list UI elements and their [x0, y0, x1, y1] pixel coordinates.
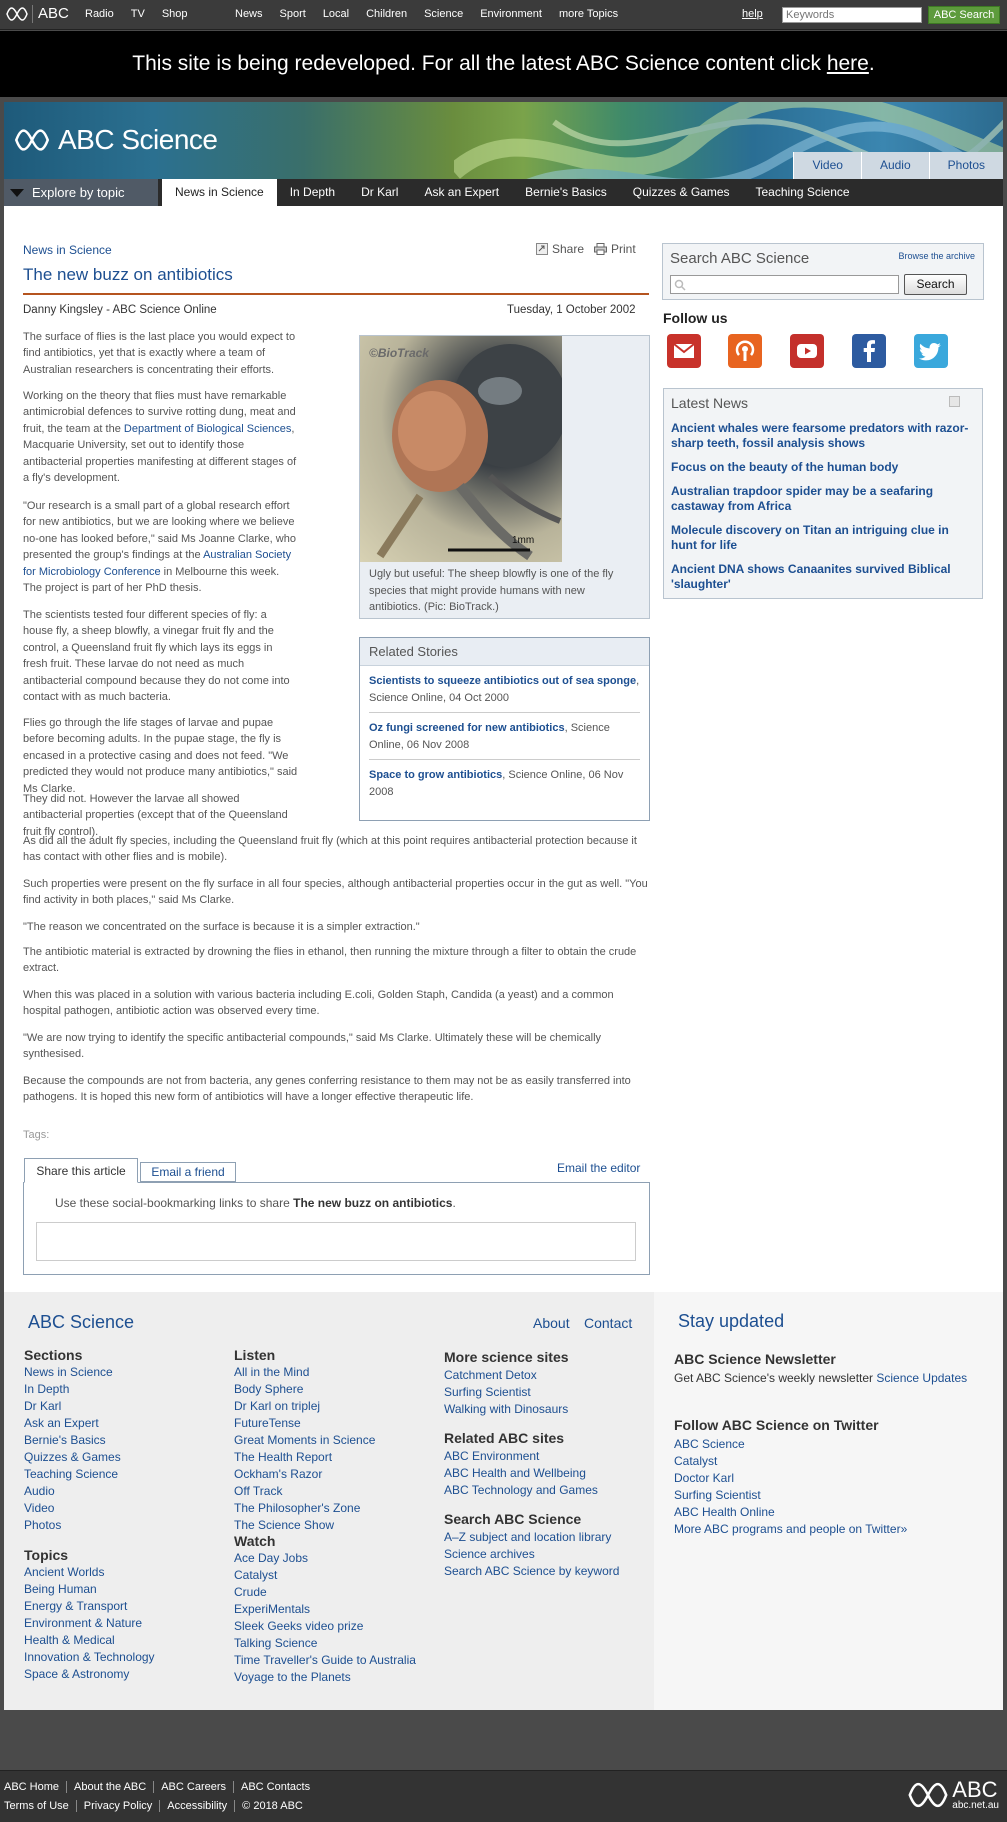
- footer-link[interactable]: In Depth: [24, 1382, 70, 1396]
- email-the-editor-link[interactable]: Email the editor: [557, 1161, 641, 1175]
- article-paragraph: They did not. However the larvae all showed antibacterial properties (except that of the Queensland fruit fly control).: [23, 793, 288, 838]
- abc-lissajous-icon: [6, 7, 28, 21]
- stay-updated-title: Stay updated: [678, 1311, 785, 1331]
- share-button[interactable]: [536, 242, 584, 256]
- global-link-science[interactable]: Science: [424, 8, 464, 20]
- bottom-link[interactable]: ABC Contacts: [233, 1781, 317, 1793]
- footer-title: ABC Science: [28, 1312, 135, 1332]
- global-link-more-topics[interactable]: more Topics: [558, 8, 619, 20]
- twitter-heading: Follow ABC Science on Twitter: [674, 1417, 879, 1433]
- footer-logo-text: ABC: [952, 1777, 998, 1802]
- footer-watch-list: [234, 1550, 416, 1686]
- footer-related-sites-list: [444, 1448, 598, 1499]
- media-tabs: [793, 152, 1003, 179]
- figure-caption: Ugly but useful: The sheep blowfly is one of the fly species that might provide humans with new antibiotics. (Pic: BioTrack.): [369, 568, 614, 613]
- footer-link[interactable]: Dr Karl on triplej: [234, 1399, 321, 1413]
- bottom-link[interactable]: Accessibility: [159, 1800, 234, 1812]
- nav-bernies-basics[interactable]: Bernie's Basics: [525, 185, 607, 199]
- twitter-list: [674, 1436, 907, 1538]
- footer-link[interactable]: Ace Day Jobs: [234, 1551, 309, 1565]
- page-container: [4, 102, 1003, 1292]
- footer-link[interactable]: ABC Technology and Games: [444, 1483, 598, 1497]
- footer-link[interactable]: Ockham's Razor: [234, 1467, 323, 1481]
- related-stories-heading: Related Stories: [360, 638, 649, 666]
- newsletter-heading: ABC Science Newsletter: [674, 1351, 836, 1367]
- tab-email-a-friend[interactable]: Email a friend: [140, 1162, 236, 1182]
- newsletter-envelope-icon[interactable]: [667, 334, 701, 368]
- article-paragraph: Because the compounds are not from bacteria, any genes conferring resistance to them may not be as easily transferred into pathogens. It is hoped this new form of antibiotics will have a longer effective therapeutic life.: [23, 1075, 631, 1104]
- print-label: Print: [611, 242, 636, 256]
- footer-link[interactable]: Time Traveller's Guide to Australia: [234, 1653, 416, 1667]
- global-search-button[interactable]: ABC Search: [928, 6, 1000, 24]
- footer-link[interactable]: Off Track: [234, 1484, 283, 1498]
- browse-archive-link[interactable]: Browse the archive: [898, 251, 975, 261]
- footer-domain: abc.net.au: [952, 1800, 999, 1811]
- footer-link[interactable]: ABC Environment: [444, 1449, 540, 1463]
- footer-more-sites-list: [444, 1367, 568, 1418]
- search-title: Search ABC Science: [670, 250, 810, 267]
- footer-link[interactable]: Great Moments in Science: [234, 1433, 376, 1447]
- bottom-link[interactable]: ABC Careers: [153, 1781, 233, 1793]
- notice-end: .: [868, 52, 875, 75]
- print-button[interactable]: [594, 242, 636, 256]
- latest-news-link[interactable]: Focus on the beauty of the human body: [671, 460, 899, 474]
- global-link-environment[interactable]: Environment: [480, 8, 542, 20]
- related-story-link[interactable]: Space to grow antibiotics: [369, 769, 503, 781]
- nav-dr-karl[interactable]: Dr Karl: [361, 185, 399, 199]
- related-story: Space to grow antibiotics, Science Online, 06 Nov 2008: [369, 769, 624, 798]
- blowfly-photo: [360, 336, 562, 562]
- footer-link[interactable]: ABC Health Online: [674, 1505, 775, 1519]
- footer-link[interactable]: Being Human: [24, 1582, 97, 1596]
- footer-link[interactable]: ExperiMentals: [234, 1602, 311, 1616]
- article-paragraph: The scientists tested four different species of fly: a house fly, a sheep blowfly, a vinegar fruit fly and the control, a Queensland fruit fly which lays its eggs in fresh fruit. These larvae do not need as much antibacterial compound because they do not come into contact with as much bacteria.: [23, 609, 290, 704]
- footer-link[interactable]: Search ABC Science by keyword: [444, 1564, 620, 1578]
- abc-lissajous-icon: [14, 129, 50, 151]
- blowfly-illustration: [360, 336, 562, 562]
- footer-link[interactable]: Audio: [24, 1484, 55, 1498]
- follow-us-heading: Follow us: [663, 310, 728, 326]
- footer-link[interactable]: Catalyst: [234, 1568, 278, 1582]
- footer-link[interactable]: ABC Health and Wellbeing: [444, 1466, 586, 1480]
- article-paragraph: Such properties were present on the fly surface in all four species, although antibacterial properties occur in the gut as well. "You find activity in both places," said Ms Clarke.: [23, 878, 648, 907]
- footer-link[interactable]: Surfing Scientist: [444, 1385, 531, 1399]
- latest-news-box: [663, 388, 983, 599]
- footer-more-sites-heading: More science sites: [444, 1349, 569, 1365]
- footer-link[interactable]: Talking Science: [234, 1636, 318, 1650]
- footer-link[interactable]: Ask an Expert: [24, 1416, 99, 1430]
- footer-listen-list: [234, 1364, 375, 1534]
- dept-biological-sciences-link[interactable]: Department of Biological Sciences: [123, 422, 292, 435]
- bottom-link[interactable]: Privacy Policy: [76, 1800, 159, 1812]
- global-link-sport[interactable]: Sport: [279, 8, 306, 20]
- footer-link[interactable]: ABC Science: [674, 1437, 745, 1451]
- footer-link[interactable]: Dr Karl: [24, 1399, 62, 1413]
- related-story-link[interactable]: Scientists to squeeze antibiotics out of sea sponge: [369, 675, 637, 687]
- global-links-left: [85, 8, 188, 20]
- title-divider: [23, 293, 649, 295]
- main-nav: [4, 179, 1003, 206]
- abc-footer-logo[interactable]: [908, 1779, 999, 1811]
- related-story: Scientists to squeeze antibiotics out of sea sponge, Science Online, 04 Oct 2000: [369, 666, 640, 713]
- copyright: © 2018 ABC: [234, 1800, 310, 1812]
- footer-link[interactable]: All in the Mind: [234, 1365, 310, 1379]
- abc-bottom-bar: [0, 1770, 1007, 1822]
- related-story: Oz fungi screened for new antibiotics, Science Online, 06 Nov 2008: [369, 713, 640, 760]
- footer-link[interactable]: Walking with Dinosaurs: [444, 1402, 569, 1416]
- footer-link[interactable]: Surfing Scientist: [674, 1488, 761, 1502]
- tab-video[interactable]: Video: [793, 152, 860, 179]
- share-icon: [536, 243, 548, 255]
- article-paragraph: "The reason we concentrated on the surface is because it is a simpler extraction.": [23, 921, 420, 933]
- bottom-link[interactable]: About the ABC: [66, 1781, 153, 1793]
- scale-bar-label: 1mm: [512, 535, 535, 546]
- footer-link[interactable]: The Philosopher's Zone: [234, 1501, 361, 1515]
- footer-link[interactable]: Innovation & Technology: [24, 1650, 155, 1664]
- related-story-link[interactable]: Oz fungi screened for new antibiotics: [369, 722, 565, 734]
- global-link-local[interactable]: Local: [322, 8, 350, 20]
- breadcrumb[interactable]: News in Science: [23, 243, 112, 257]
- nav-ask-an-expert[interactable]: Ask an Expert: [424, 185, 500, 199]
- nav-quizzes-games[interactable]: Quizzes & Games: [632, 185, 730, 199]
- facebook-icon[interactable]: [852, 334, 886, 368]
- footer-link[interactable]: Ancient Worlds: [24, 1565, 105, 1579]
- article-paragraph: Working on the theory that flies must have remarkable antimicrobial defences to survive rotting dung, meat and fruit, the team at the Department of Biological Sciences, Macquarie University, set out to identify those antibacterial properties manifesting at different stages of a fly's development.: [23, 390, 297, 485]
- article-byline: Danny Kingsley - ABC Science Online: [23, 304, 217, 316]
- article-paragraph: As did all the adult fly species, including the Queensland fruit fly (which at this point requires antibacterial protection because it has contact with other flies and is mobile).: [23, 835, 637, 864]
- newsletter-text: Get ABC Science's weekly newsletter Science Updates: [674, 1371, 968, 1385]
- notice-here-link[interactable]: here: [826, 52, 869, 75]
- latest-news-link[interactable]: Ancient DNA shows Canaanites survived Biblical 'slaughter': [671, 562, 951, 591]
- notice-text: This site is being redeveloped. For all the latest ABC Science content click: [132, 52, 827, 75]
- global-search-input[interactable]: [782, 7, 922, 23]
- share-text: Use these social-bookmarking links to share The new buzz on antibiotics.: [55, 1196, 456, 1210]
- image-watermark: ©BioTrack: [369, 346, 429, 360]
- redevelopment-notice: [0, 31, 1007, 97]
- article-paragraph: "We are now trying to identify the specific antibacterial compounds," said Ms Clarke. Ultimately these will be chemically synthesised.: [23, 1032, 602, 1061]
- footer-sections-heading: Sections: [24, 1347, 83, 1363]
- science-updates-link[interactable]: Science Updates: [876, 1371, 968, 1385]
- science-search-box: [662, 243, 984, 300]
- footer-link[interactable]: Teaching Science: [24, 1467, 119, 1481]
- tab-audio[interactable]: Audio: [861, 152, 929, 179]
- science-search-button[interactable]: Search: [904, 274, 967, 295]
- microbiology-conference-link[interactable]: Australian Society for Microbiology Conference: [23, 549, 292, 578]
- abc-lissajous-icon: [908, 1782, 948, 1808]
- brand-text: ABC Science: [58, 124, 218, 155]
- footer-link[interactable]: Energy & Transport: [24, 1599, 128, 1613]
- latest-news-link[interactable]: Molecule discovery on Titan an intriguing clue in hunt for life: [671, 523, 949, 552]
- global-link-news[interactable]: News: [235, 8, 263, 20]
- nav-news-in-science[interactable]: News in Science: [162, 179, 277, 206]
- latest-news-link[interactable]: Australian trapdoor spider may be a seafaring castaway from Africa: [671, 484, 934, 513]
- social-bookmark-area: [36, 1222, 636, 1261]
- latest-news-heading: Latest News: [671, 395, 749, 411]
- footer-listen-heading: Listen: [234, 1347, 276, 1363]
- abc-global-bar: [0, 0, 1007, 30]
- science-banner: [4, 102, 1003, 179]
- footer-link[interactable]: Science archives: [444, 1547, 535, 1561]
- youtube-icon[interactable]: [790, 334, 824, 368]
- footer-link[interactable]: Video: [24, 1501, 55, 1515]
- science-search-input[interactable]: [670, 275, 899, 294]
- footer-watch-heading: Watch: [234, 1533, 276, 1549]
- footer-link[interactable]: Photos: [24, 1518, 62, 1532]
- footer-link[interactable]: Catchment Detox: [444, 1368, 537, 1382]
- printer-icon: [594, 243, 607, 255]
- footer-search-list: [444, 1529, 619, 1580]
- nav-teaching-science[interactable]: Teaching Science: [755, 185, 850, 199]
- footer-search-heading: Search ABC Science: [444, 1511, 582, 1527]
- article-figure: [359, 335, 650, 619]
- footer-link[interactable]: Environment & Nature: [24, 1616, 143, 1630]
- footer-link[interactable]: FutureTense: [234, 1416, 301, 1430]
- tab-photos[interactable]: Photos: [929, 152, 1003, 179]
- article-paragraph: The surface of flies is the last place you would expect to find antibiotics, yet that is exactly where a team of Australian researchers is concentrating their efforts.: [23, 331, 296, 376]
- related-stories-box: [359, 637, 650, 821]
- tab-share-this-article[interactable]: Share this article: [24, 1158, 138, 1183]
- article-paragraph: The antibiotic material is extracted by drowning the flies in ethanol, then running the mixture through a filter to obtain the crude extract.: [23, 946, 637, 975]
- footer-link[interactable]: The Science Show: [234, 1518, 335, 1532]
- article-paragraph: When this was placed in a solution with various bacteria including E.coli, Golden Staph, Candida (a yeast) and a common hospital pathogen, antibiotic action was observed every time.: [23, 989, 614, 1018]
- footer-link[interactable]: Quizzes & Games: [24, 1450, 121, 1464]
- explore-by-topic-button[interactable]: [4, 179, 158, 206]
- help-link[interactable]: help: [742, 8, 763, 20]
- footer-link[interactable]: Doctor Karl: [674, 1471, 735, 1485]
- global-link-tv[interactable]: TV: [130, 8, 145, 20]
- footer-sections-list: [24, 1364, 121, 1534]
- footer-related-sites-heading: Related ABC sites: [444, 1430, 565, 1446]
- footer-link[interactable]: The Health Report: [234, 1450, 333, 1464]
- footer-topics-heading: Topics: [24, 1547, 69, 1563]
- bottom-link[interactable]: Terms of Use: [4, 1800, 69, 1812]
- abc-science-brand[interactable]: [14, 124, 217, 156]
- footer-link[interactable]: Catalyst: [674, 1454, 718, 1468]
- nav-in-depth[interactable]: In Depth: [289, 185, 336, 199]
- footer-link[interactable]: Space & Astronomy: [24, 1667, 130, 1681]
- article-date: Tuesday, 1 October 2002: [507, 304, 636, 316]
- latest-news-link[interactable]: Ancient whales were fearsome predators with razor-sharp teeth, fossil analysis shows: [671, 421, 969, 450]
- triangle-down-icon: [10, 189, 24, 197]
- twitter-icon[interactable]: [914, 334, 948, 368]
- abc-logo[interactable]: [6, 5, 69, 23]
- share-label: Share: [552, 242, 585, 256]
- article-paragraph: "Our research is a small part of a global research effort for new antibiotics, but we are looking where we believe no-one has looked before," said Ms Joanne Clarke, who presented the group's findings at the Australian Society for Microbiology Conference in Melbourne this week. The project is part of her PhD thesis.: [23, 500, 296, 595]
- footer-contact-link[interactable]: Contact: [584, 1315, 633, 1331]
- rss-icon[interactable]: [949, 396, 960, 407]
- bottom-link[interactable]: ABC Home: [4, 1781, 60, 1793]
- bottom-links-row2: [4, 1800, 310, 1812]
- footer-link[interactable]: Sleek Geeks video prize: [234, 1619, 364, 1633]
- footer-link[interactable]: Voyage to the Planets: [234, 1670, 351, 1684]
- global-links-topics: [235, 8, 618, 20]
- global-link-radio[interactable]: Radio: [85, 8, 114, 20]
- article-paragraph: Flies go through the life stages of larvae and pupae before becoming adults. In the pupae stage, the fly is encased in a protective casing and does not feed. "We predicted they would not produce many antibiotics," said Ms Clarke.: [23, 717, 298, 795]
- podcast-icon[interactable]: [728, 334, 762, 368]
- global-link-shop[interactable]: Shop: [161, 8, 188, 20]
- footer-link[interactable]: Bernie's Basics: [24, 1433, 106, 1447]
- footer-link[interactable]: Body Sphere: [234, 1382, 304, 1396]
- article-title: The new buzz on antibiotics: [23, 265, 233, 284]
- abc-logo-text: ABC: [32, 5, 69, 23]
- global-link-children[interactable]: Children: [366, 8, 408, 20]
- footer-link[interactable]: A–Z subject and location library: [444, 1530, 612, 1544]
- site-footer: [4, 1292, 1003, 1710]
- bottom-links-row1: [4, 1781, 317, 1793]
- tags-label: Tags:: [23, 1129, 50, 1141]
- search-icon: [674, 279, 686, 291]
- explore-label: Explore by topic: [32, 185, 125, 200]
- footer-about-link[interactable]: About: [533, 1315, 570, 1331]
- footer-link[interactable]: News in Science: [24, 1365, 113, 1379]
- footer-link[interactable]: Health & Medical: [24, 1633, 115, 1647]
- footer-link[interactable]: Crude: [234, 1585, 267, 1599]
- footer-link[interactable]: More ABC programs and people on Twitter»: [674, 1522, 908, 1536]
- footer-topics-list: [24, 1564, 155, 1683]
